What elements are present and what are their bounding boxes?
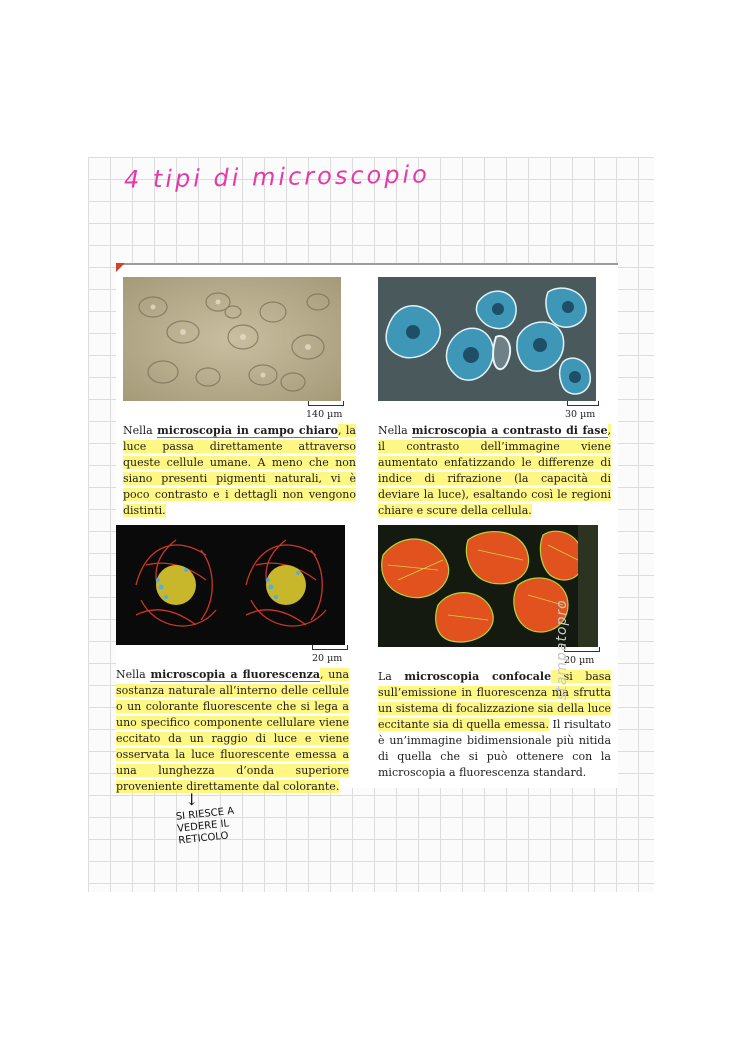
handwritten-title: 4 tipi di microscopio: [123, 160, 431, 194]
scale-bar: 140 µm: [123, 401, 356, 423]
handwritten-note: SI RIESCE A VEDERE IL RETICOLO: [175, 805, 235, 847]
panel-bright-field: [123, 277, 356, 519]
watermark: stampatopro: [554, 599, 570, 700]
caption-confocal: La microscopia confocale si basa sull’emissione in fluorescenza ma sfrutta un sistema di focalizzazione sia della luce eccitante sia di quella emessa. Il risultato è un’immagine bidimensionale più nitida di quella che si può ottenere con la microscopia a fluorescenza standard.: [378, 670, 611, 779]
textbook-clipping: [116, 263, 618, 793]
caption-bright-field: Nella microscopia in campo chiaro, la luce passa direttamente attraverso queste cellule umane. A meno che non siano presenti pigmenti naturali, vi è poco contrasto e i dettagli non vengono distinti.: [123, 424, 356, 517]
micrograph-phase-contrast: [378, 277, 596, 401]
caption-fluorescence: Nella microscopia a fluorescenza, una sostanza naturale all’interno delle cellule o un colorante fluorescente che si lega a uno specifico componente cellulare viene eccitato da un raggio di luce e viene osservata la luce fluorescente emessa a una lunghezza d’onda superiore proveniente direttamente dal colorante.: [116, 668, 349, 793]
scale-bar: 30 µm: [378, 401, 611, 423]
scale-bar: 20 µm: [116, 645, 349, 667]
micrograph-fluorescence: [116, 525, 345, 645]
corner-mark: [116, 263, 125, 272]
caption-phase-contrast: Nella microscopia a contrasto di fase, il contrasto dell’immagine viene aumentato enfatizzando le differenze di indice di rifrazione (la capacità di deviare la luce), esaltando così le regioni chiare e scure della cellula.: [378, 424, 611, 517]
panel-fluorescence: [116, 525, 349, 795]
micrograph-bright-field: [123, 277, 341, 401]
scale-bar: 20 µm: [378, 647, 611, 669]
arrow-icon: ↓: [185, 790, 199, 809]
top-rule: [116, 263, 618, 265]
panel-confocal: [378, 525, 611, 781]
panel-phase-contrast: [378, 277, 611, 519]
